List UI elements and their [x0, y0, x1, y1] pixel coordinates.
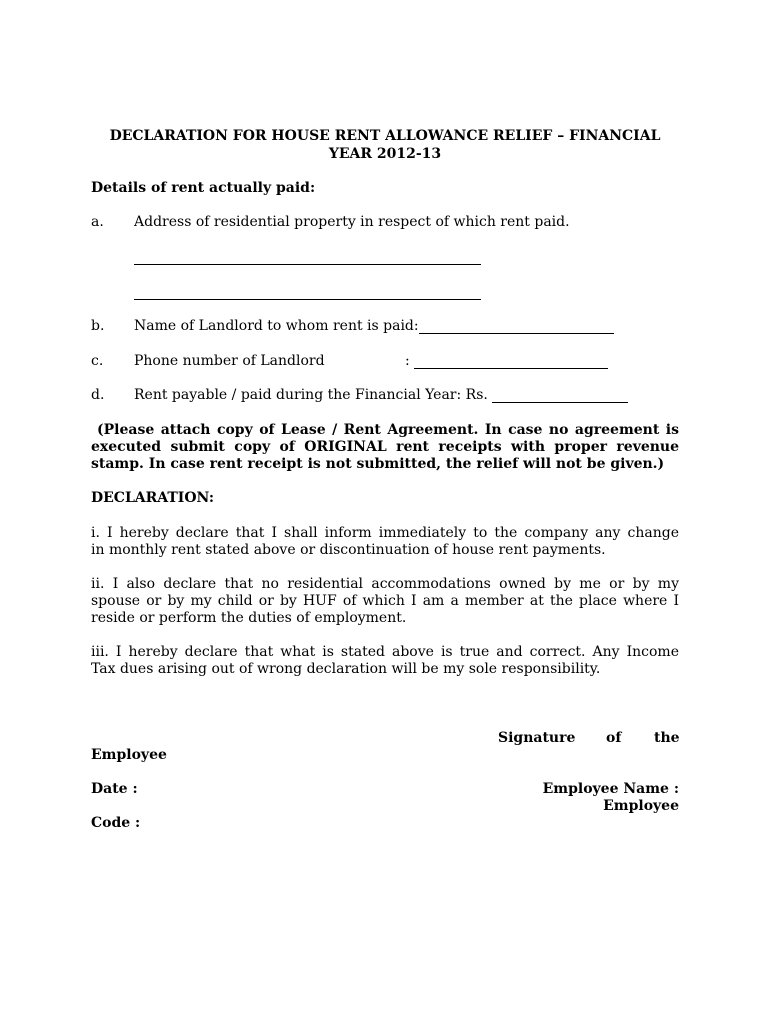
employee-label: Employee	[603, 798, 679, 814]
address-line-2[interactable]	[134, 299, 481, 300]
signature-word-3: the	[654, 730, 680, 746]
landlord-name-line[interactable]	[419, 333, 614, 334]
declaration-ii-line-1: ii. I also declare that no residential accommodations owned by me or by my	[91, 576, 679, 592]
landlord-phone-line[interactable]	[414, 368, 608, 369]
signature-word-2: of	[606, 730, 622, 746]
declaration-i-line-2: in monthly rent stated above or discontinuation of house rent payments.	[91, 542, 606, 558]
code-label: Code :	[91, 815, 141, 831]
rent-amount-line[interactable]	[492, 402, 628, 403]
item-d-marker: d.	[91, 387, 105, 403]
note-line-2: executed submit copy of ORIGINAL rent receipts with proper revenue	[91, 439, 679, 455]
item-c-marker: c.	[91, 353, 104, 369]
item-b-marker: b.	[91, 318, 105, 334]
item-c-colon: :	[405, 353, 410, 369]
declaration-ii-line-3: reside or perform the duties of employment.	[91, 610, 407, 626]
item-d-text: Rent payable / paid during the Financial Year: Rs.	[134, 387, 488, 403]
document-title: DECLARATION FOR HOUSE RENT ALLOWANCE RELIEF – FINANCIAL YEAR 2012-13	[109, 128, 661, 162]
signature-word-1: Signature	[498, 730, 576, 746]
declaration-iii-line-2: Tax dues arising out of wrong declaration will be my sole responsibility.	[91, 661, 601, 677]
declaration-heading: DECLARATION:	[91, 490, 215, 506]
details-heading: Details of rent actually paid:	[91, 180, 316, 196]
declaration-i-line-1: i. I hereby declare that I shall inform immediately to the company any change	[91, 525, 679, 541]
address-line-1[interactable]	[134, 264, 481, 265]
item-a-marker: a.	[91, 214, 104, 230]
declaration-iii-line-1: iii. I hereby declare that what is stated above is true and correct. Any Income	[91, 644, 679, 660]
item-a-text: Address of residential property in respect of which rent paid.	[134, 214, 570, 230]
date-label: Date :	[91, 781, 138, 797]
signature-line-2: Employee	[91, 747, 167, 763]
note-line-3: stamp. In case rent receipt is not submitted, the relief will not be given.)	[91, 456, 665, 472]
declaration-ii-line-2: spouse or by my child or by HUF of which I am a member at the place where I	[91, 593, 679, 609]
item-c-text: Phone number of Landlord	[134, 353, 325, 369]
employee-name-label: Employee Name :	[542, 781, 679, 797]
item-b-text: Name of Landlord to whom rent is paid:	[134, 318, 419, 334]
note-line-1: (Please attach copy of Lease / Rent Agreement. In case no agreement is	[97, 422, 679, 438]
